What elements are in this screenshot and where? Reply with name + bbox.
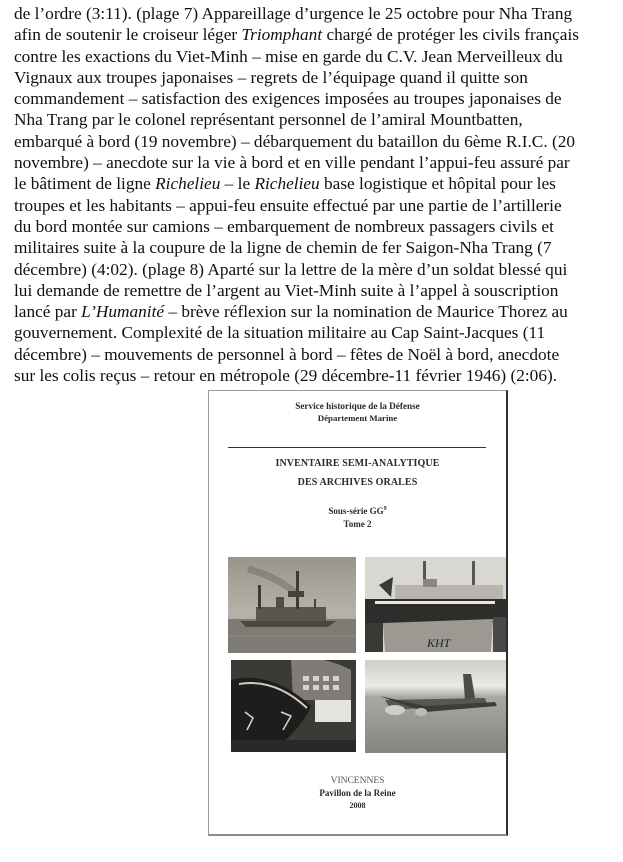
text-segment: base logistique et hôpital pour les xyxy=(319,174,556,194)
cover-year: 2008 xyxy=(349,801,366,810)
text-line xyxy=(14,344,618,365)
text-segment: contre les exactions du Viet-Minh – mise en garde du C.V. Jean Merveilleux du xyxy=(14,46,563,66)
text-line xyxy=(14,173,618,194)
text-line xyxy=(14,322,618,343)
italic-title: Triomphant xyxy=(241,25,323,45)
text-line xyxy=(14,67,618,88)
text-line xyxy=(14,216,618,237)
cover-title-line2: DES ARCHIVES ORALES xyxy=(297,477,418,488)
text-line xyxy=(14,365,618,386)
cover-institution: Service historique de la Défense xyxy=(295,401,420,411)
crew-on-ship-photo xyxy=(365,557,506,652)
italic-title: Richelieu xyxy=(155,174,221,194)
hangar-image xyxy=(231,660,356,752)
crew-ship-image xyxy=(365,557,506,652)
text-line xyxy=(14,152,618,173)
cover-place: Pavillon de la Reine xyxy=(319,788,396,798)
cover-title-line1: INVENTAIRE SEMI-ANALYTIQUE xyxy=(275,458,440,469)
text-line xyxy=(14,195,618,216)
text-segment: chargé de protéger les civils français xyxy=(322,25,579,45)
text-segment: lui demande de remettre de l’argent au Viet-Minh suite à l’appel à souscription xyxy=(14,280,559,300)
text-segment: du bord montée sur camions – embarquement de nombreux passagers civils et xyxy=(14,216,554,236)
aircraft-image xyxy=(365,660,506,753)
text-line xyxy=(14,3,618,24)
text-line xyxy=(14,259,618,280)
text-segment: militaires suite à la coupure de la ligne de chemin de fer Saigon-Nha Trang (7 xyxy=(14,238,552,258)
cover-series: Sous-série $GG^9$ xyxy=(328,506,387,516)
italic-title: L’Humanité xyxy=(81,302,165,322)
hull-marking: KHT xyxy=(427,636,451,650)
text-line xyxy=(14,24,618,45)
text-segment: commandement – satisfaction des exigences imposées au troupes japonaises de xyxy=(14,89,562,109)
text-segment: Nha Trang par le colonel représentant personnel de l’amiral Mountbatten, xyxy=(14,110,523,130)
battleship-image xyxy=(228,557,356,653)
submarine-hangar-photo xyxy=(231,660,356,752)
text-line xyxy=(14,109,618,130)
text-segment: novembre) – anecdote sur la vie à bord et en ville pendant l’appui-feu assuré par xyxy=(14,153,570,173)
cover-department: Département Marine xyxy=(317,413,398,423)
battleship-photo xyxy=(228,557,356,653)
cover-volume: Tome 2 xyxy=(343,519,372,529)
text-segment: sur les colis reçus – retour en métropole (29 décembre-11 février 1946) (2:06). xyxy=(14,366,558,386)
document-cover xyxy=(208,390,508,836)
text-segment: troupes et les habitants – appui-feu ensuite effectué par une partie de l’artillerie xyxy=(14,195,562,215)
text-line xyxy=(14,301,618,322)
text-line xyxy=(14,46,618,67)
text-line xyxy=(14,88,618,109)
text-segment: décembre) (4:02). (plage 8) Aparté sur la lettre de la mère d’un soldat blessé qui xyxy=(14,259,568,279)
text-segment: Vignaux aux troupes japonaises – regrets de l’équipage quand il quitte son xyxy=(14,67,528,87)
cover-divider xyxy=(228,447,486,448)
cover-city: VINCENNES xyxy=(330,776,385,786)
text-line xyxy=(14,237,618,258)
text-segment: – brève réflexion sur la nomination de Maurice Thorez au xyxy=(164,302,568,322)
text-segment: gouvernement. Complexité de la situation militaire au Cap Saint-Jacques (11 xyxy=(14,323,546,343)
text-segment: – le xyxy=(220,174,255,194)
text-segment: embarqué à bord (19 novembre) – débarquement du bataillon du 6ème R.I.C. (20 xyxy=(14,131,575,151)
italic-title: Richelieu xyxy=(254,174,320,194)
body-text xyxy=(14,3,618,386)
text-segment: le bâtiment de ligne xyxy=(14,174,156,194)
text-segment: de l’ordre (3:11). (plage 7) Appareillage d’urgence le 25 octobre pour Nha Trang xyxy=(14,4,573,23)
text-segment: décembre) – mouvements de personnel à bord – fêtes de Noël à bord, anecdote xyxy=(14,344,560,364)
text-segment: afin de soutenir le croiseur léger xyxy=(14,25,242,45)
aircraft-photo xyxy=(365,660,506,753)
text-line xyxy=(14,131,618,152)
text-segment: lancé par xyxy=(14,302,82,322)
text-line xyxy=(14,280,618,301)
